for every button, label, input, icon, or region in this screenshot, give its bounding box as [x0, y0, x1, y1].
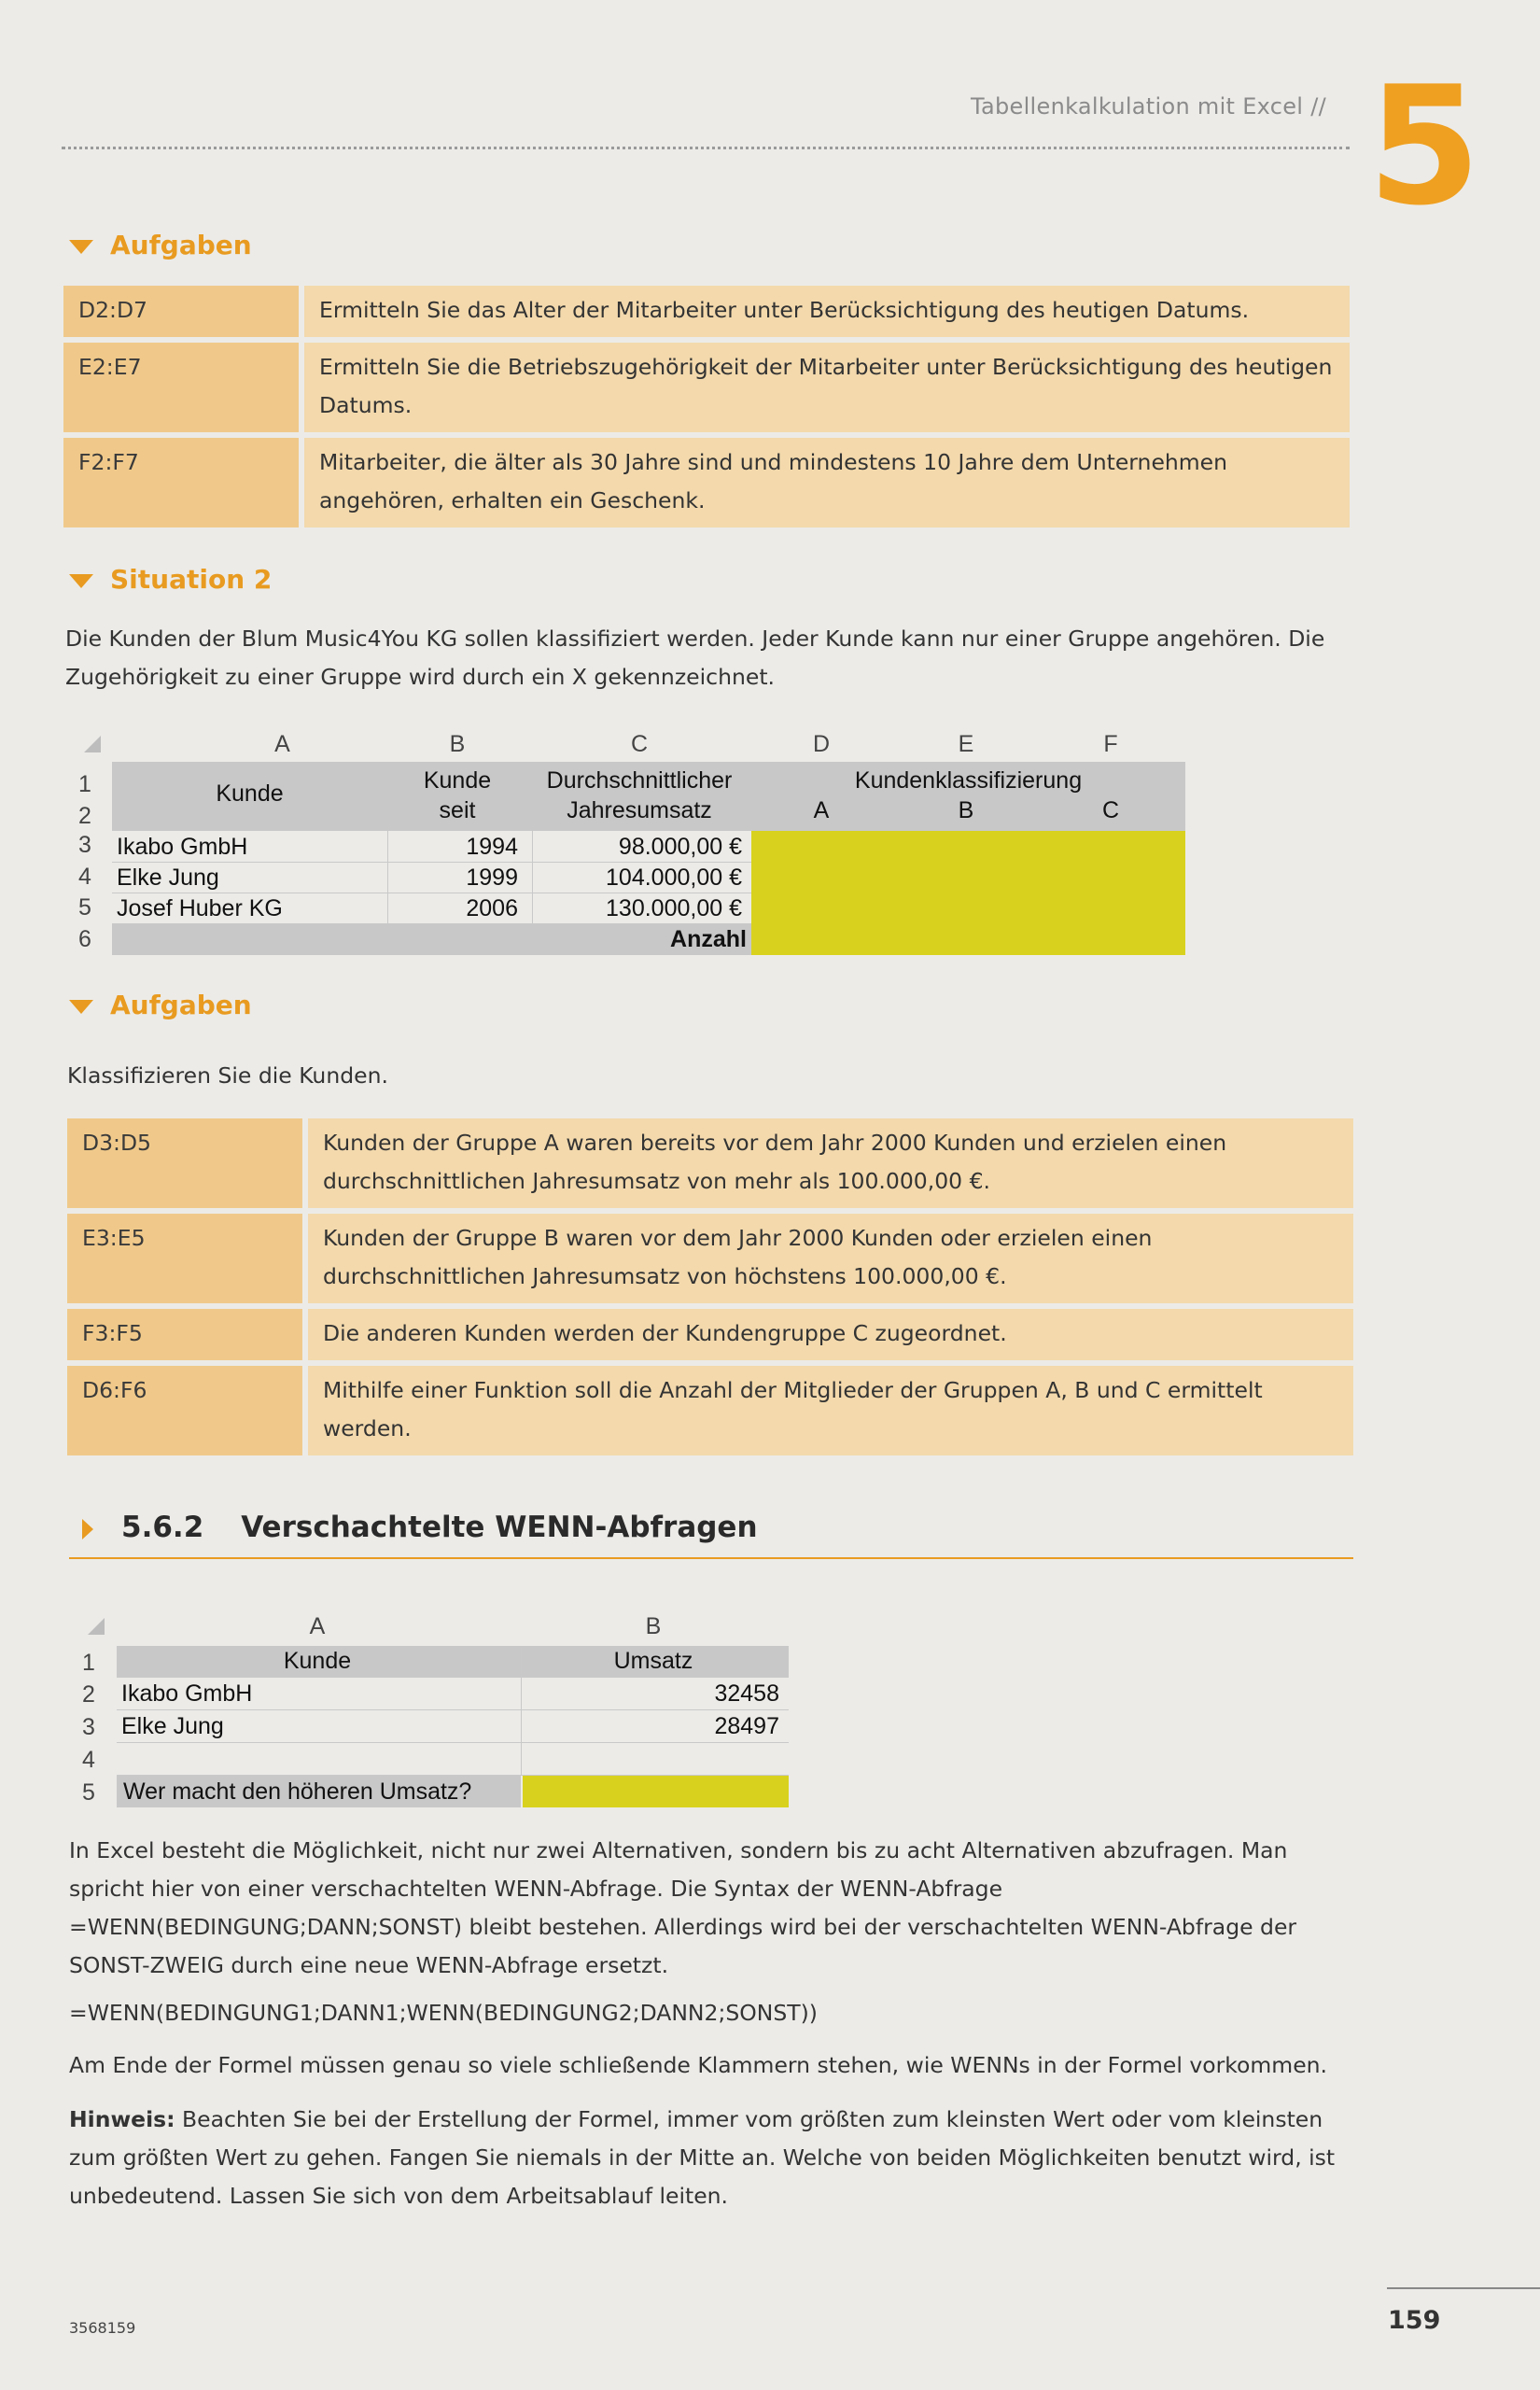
cell-ref: D3:D5: [67, 1118, 302, 1208]
cell-umsatz: 98.000,00 €: [618, 834, 742, 860]
section-rule: [69, 1557, 1353, 1559]
situation-heading: Situation 2: [69, 564, 272, 595]
spreadsheet-customers: [65, 728, 1185, 952]
col-letter: D: [812, 731, 831, 757]
section-number: 5.6.2: [121, 1511, 204, 1544]
col-letter: C: [630, 731, 649, 757]
cell-text: Ermitteln Sie das Alter der Mitarbeiter unter Berücksichtigung des heutigen Datums.: [304, 286, 1350, 337]
cell-text: Kunden der Gruppe B waren vor dem Jahr 2000 Kunden oder erzielen einen durchschnittlichen Jahresumsatz von höchstens 100.000,00 €.: [308, 1214, 1353, 1303]
paragraph-intro: In Excel besteht die Möglichkeit, nicht nur zwei Alternativen, sondern bis zu acht Alternativen abzufragen. Man spricht hier von einer verschachtelten WENN-Abfrage. Die Syntax der WENN-Abfrage =WENN(BEDINGUNG;DANN;SONST) bleibt bestehen. Allerdings wird bei der verschachtelten WENN-Abfrage der SONST-ZWEIG durch eine neue WENN-Abfrage ersetzt.: [69, 1837, 1297, 1978]
row-number: 2: [78, 803, 91, 829]
table-row: [67, 1309, 1353, 1360]
footer-code: 3568159: [69, 2319, 136, 2337]
table-row: [67, 1214, 1353, 1303]
table-row: [63, 438, 1350, 527]
hint-paragraph: [69, 2101, 1359, 2215]
cell-ref: D6:F6: [67, 1366, 302, 1455]
table-row: [63, 286, 1350, 337]
cell-ref: E3:E5: [67, 1214, 302, 1303]
header-umsatz-2: Jahresumsatz: [567, 797, 712, 823]
aufgaben-table-1: [58, 280, 1355, 533]
cell-umsatz: 104.000,00 €: [606, 865, 742, 891]
section-heading: [82, 1511, 758, 1544]
header-kunde: Kunde: [216, 780, 284, 807]
row-number: 6: [78, 926, 91, 952]
page-number: 159: [1388, 2306, 1441, 2335]
cell-umsatz: 32458: [714, 1680, 779, 1707]
chapter-number: 5: [1367, 52, 1481, 242]
cell-ref: E2:E7: [63, 343, 299, 432]
question-cell: Wer macht den höheren Umsatz?: [123, 1778, 472, 1805]
header-seit-2: seit: [439, 797, 476, 823]
col-letter: B: [449, 731, 466, 757]
row-number: 2: [82, 1681, 95, 1708]
header-group-b: B: [958, 797, 974, 823]
cell-ref: D2:D7: [63, 286, 299, 337]
row-number: 3: [82, 1714, 95, 1740]
cell-kunde: Ikabo GmbH: [121, 1680, 253, 1707]
footer-rule: [1387, 2287, 1540, 2289]
header-kunde: Kunde: [283, 1648, 352, 1674]
hint-text: Beachten Sie bei der Erstellung der Formel, immer vom größten zum kleinsten Wert oder vom kleinsten zum größten Wert zu gehen. Fangen Sie niemals in der Mitte an. Welche von beiden Möglichkeiten benutzt wird, ist unbedeutend. Lassen Sie sich von dem Arbeitsablauf leiten.: [69, 2106, 1336, 2209]
table-row: [67, 1366, 1353, 1455]
header-seit-1: Kunde: [423, 767, 492, 794]
aufgaben-heading-1: Aufgaben: [69, 230, 252, 260]
cell-kunde: Josef Huber KG: [117, 895, 283, 921]
section-title: Verschachtelte WENN-Abfragen: [241, 1511, 758, 1544]
anzahl-label: Anzahl: [670, 926, 747, 952]
aufgaben-heading-2: Aufgaben: [69, 990, 252, 1020]
situation-intro: Die Kunden der Blum Music4You KG sollen klassifiziert werden. Jeder Kunde kann nur einer Gruppe angehören. Die Zugehörigkeit zu einer Gruppe wird durch ein X gekennzeichnet.: [65, 626, 1325, 690]
triangle-down-icon: [69, 574, 93, 588]
select-all-corner-icon: [84, 736, 101, 752]
aufgaben2-intro: Klassifizieren Sie die Kunden.: [67, 1062, 388, 1089]
hint-label: Hinweis:: [69, 2106, 175, 2132]
answer-cell: [523, 1776, 789, 1807]
cell-kunde: Elke Jung: [121, 1713, 224, 1739]
cell-text: Mithilfe einer Funktion soll die Anzahl der Mitglieder der Gruppen A, B und C ermittelt werden.: [308, 1366, 1353, 1455]
cell-umsatz: 130.000,00 €: [606, 895, 742, 921]
row-number: 1: [78, 771, 91, 797]
col-letter: F: [1103, 731, 1118, 757]
col-letter: A: [309, 1613, 326, 1639]
header-group-c: C: [1101, 797, 1120, 823]
row-number: 1: [82, 1650, 95, 1676]
header-umsatz-1: Durchschnittlicher: [546, 767, 733, 794]
row-number: 5: [78, 894, 91, 921]
header-group-a: A: [813, 797, 830, 823]
row-number: 4: [78, 864, 91, 890]
header-rule: [62, 147, 1350, 149]
cell-seit: 2006: [466, 895, 518, 921]
triangle-right-icon: [82, 1519, 93, 1539]
cell-text: Kunden der Gruppe A waren bereits vor dem Jahr 2000 Kunden und erzielen einen durchschnittlichen Jahresumsatz von mehr als 100.000,00 €.: [308, 1118, 1353, 1208]
gridline: [521, 1646, 522, 1776]
cell-seit: 1999: [466, 865, 518, 891]
header-umsatz: Umsatz: [613, 1648, 693, 1674]
select-all-corner-icon: [88, 1618, 105, 1635]
cell-kunde: Ikabo GmbH: [117, 834, 248, 860]
cell-ref: F3:F5: [67, 1309, 302, 1360]
cell-kunde: Elke Jung: [117, 865, 219, 891]
col-letter: E: [958, 731, 974, 757]
col-letter: B: [645, 1613, 662, 1639]
col-letter: A: [274, 731, 290, 757]
triangle-down-icon: [69, 1000, 93, 1014]
cell-text: Ermitteln Sie die Betriebszugehörigkeit der Mitarbeiter unter Berücksichtigung des heutigen Datums.: [304, 343, 1350, 432]
cell-text: Mitarbeiter, die älter als 30 Jahre sind und mindestens 10 Jahre dem Unternehmen angehören, erhalten ein Geschenk.: [304, 438, 1350, 527]
triangle-down-icon: [69, 240, 93, 254]
running-title: Tabellenkalkulation mit Excel //: [971, 93, 1326, 120]
gridline: [117, 1743, 789, 1776]
row-number: 5: [82, 1779, 95, 1806]
cell-seit: 1994: [466, 834, 518, 860]
paragraph-brackets: Am Ende der Formel müssen genau so viele schließende Klammern stehen, wie WENNs in der Formel vorkommen.: [69, 2052, 1328, 2078]
row-number: 3: [78, 832, 91, 858]
aufgaben-table-2: [62, 1113, 1359, 1461]
row-number: 4: [82, 1747, 95, 1773]
formula-example: =WENN(BEDINGUNG1;DANN1;WENN(BEDINGUNG2;DANN2;SONST)): [69, 2000, 818, 2026]
spreadsheet-umsatz: [65, 1610, 793, 1811]
cell-text: Die anderen Kunden werden der Kundengruppe C zugeordnet.: [308, 1309, 1353, 1360]
table-row: [67, 1118, 1353, 1208]
classification-cells: [751, 831, 1185, 955]
cell-umsatz: 28497: [714, 1713, 779, 1739]
cell-ref: F2:F7: [63, 438, 299, 527]
table-row: [63, 343, 1350, 432]
header-klassifizierung: Kundenklassifizierung: [854, 767, 1083, 794]
